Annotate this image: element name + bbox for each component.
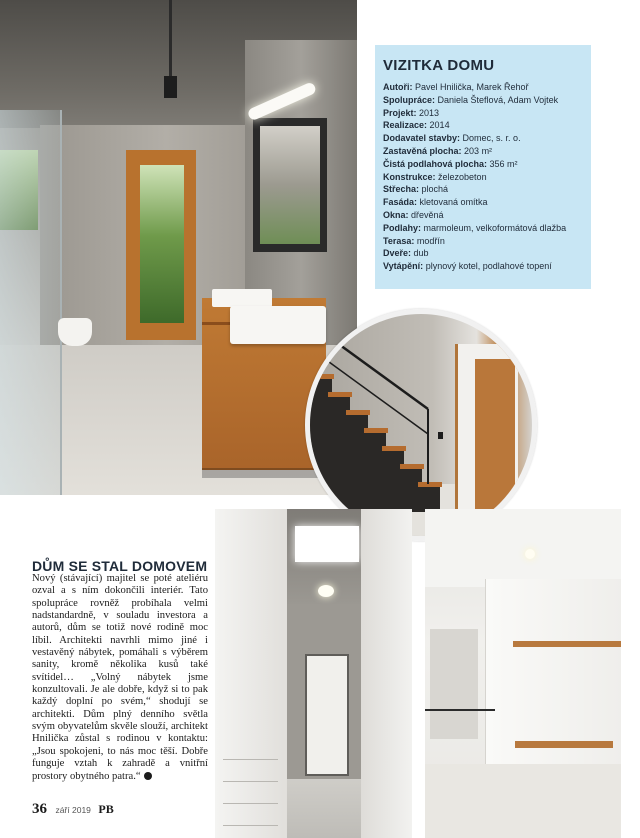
built-in-wardrobe-left bbox=[215, 509, 287, 838]
wooden-shoe-bench bbox=[515, 741, 613, 748]
info-value: 2014 bbox=[429, 120, 450, 131]
info-box-rows bbox=[383, 81, 589, 273]
info-label: Okna: bbox=[383, 209, 409, 220]
staircase-wall bbox=[430, 629, 478, 739]
drawer-line bbox=[223, 781, 278, 782]
info-label: Zastavěná plocha: bbox=[383, 145, 462, 156]
wall-hung-toilet bbox=[58, 318, 92, 346]
mirror-door bbox=[305, 654, 349, 776]
article-heading: DŮM SE STAL DOMOVEM bbox=[32, 558, 208, 574]
info-label: Projekt: bbox=[383, 107, 417, 118]
drawer-line bbox=[223, 803, 278, 804]
hallway-floor bbox=[425, 764, 621, 838]
info-row bbox=[383, 107, 589, 120]
info-row bbox=[383, 196, 589, 209]
drawer-line bbox=[223, 759, 278, 760]
info-label: Spolupráce: bbox=[383, 94, 436, 105]
info-value: dub bbox=[413, 248, 429, 259]
recessed-light bbox=[525, 549, 535, 559]
info-value: plynový kotel, podlahové topení bbox=[425, 261, 552, 272]
issue-date: září 2019 bbox=[55, 805, 91, 815]
magazine-brand: PB bbox=[98, 802, 114, 816]
info-value: dřevěná bbox=[411, 209, 444, 220]
info-label: Dodavatel stavby: bbox=[383, 133, 461, 144]
end-bullet-icon bbox=[144, 772, 152, 780]
info-row bbox=[383, 132, 589, 145]
info-value: modřín bbox=[416, 235, 445, 246]
info-value: železobeton bbox=[438, 171, 487, 182]
info-label: Vytápění: bbox=[383, 261, 424, 272]
article-body bbox=[32, 573, 208, 783]
info-row bbox=[383, 81, 589, 94]
page-number: 36 bbox=[32, 801, 47, 817]
info-label: Dveře: bbox=[383, 248, 412, 259]
drawer-line bbox=[223, 825, 278, 826]
wooden-coat-shelf bbox=[513, 641, 621, 647]
vanity-shadow bbox=[202, 468, 326, 478]
info-row bbox=[383, 260, 589, 273]
info-row bbox=[383, 247, 589, 260]
info-row bbox=[383, 222, 589, 235]
info-value: marmoleum, velkoformátová dlažba bbox=[423, 222, 567, 233]
hallway-wardrobe-photo bbox=[425, 509, 621, 838]
built-in-wardrobe-right bbox=[361, 509, 412, 838]
info-row bbox=[383, 94, 589, 107]
ceiling-light bbox=[318, 585, 334, 597]
info-value: kletovaná omítka bbox=[419, 197, 488, 208]
pendant-light bbox=[164, 76, 177, 98]
article-text: Nový (stávající) majitel se poté ateliéru ozval a s ním dokončili interiér. Tato spolupráce rovněž probíhala velmi nadstandardně, v souladu investora a autorů, dům se totiž nové rodině moc líbil. Architekti navrhli mimo jiné i vestavěný nábytek, pomáhali s výběrem sanity, kromě několika kusů také svítidel… „Volný nábytek jsme konzultovali. Je ale dobře, když si to pak každý doplní po svém,“ shodují se architekti. Dům plný denního světla svým obyvatelům skvěle slouží, architekt Hnilička zůstal s rodinou v kontaktu: „Jsou spokojeni, to nás moc těší. Dobře funguje vztah k zahradě a vnitřní prostory obytného patra.“ bbox=[32, 573, 208, 782]
door-glass-garden-view bbox=[140, 165, 184, 323]
info-label: Střecha: bbox=[383, 184, 420, 195]
info-value: Domec, s. r. o. bbox=[462, 133, 521, 144]
info-row bbox=[383, 145, 589, 158]
stair-railing bbox=[425, 709, 495, 711]
steel-staircase-graphic bbox=[310, 314, 532, 536]
info-value: Pavel Hnilička, Marek Řehoř bbox=[415, 82, 529, 92]
skylight bbox=[295, 526, 359, 562]
info-label: Autoři: bbox=[383, 82, 413, 92]
glass-shower-enclosure bbox=[0, 110, 62, 495]
info-value: plochá bbox=[421, 184, 449, 195]
info-row bbox=[383, 183, 589, 196]
page-footer bbox=[32, 800, 114, 816]
info-label: Realizace: bbox=[383, 120, 428, 131]
info-label: Konstrukce: bbox=[383, 171, 436, 182]
info-value: Daniela Šteflová, Adam Vojtek bbox=[437, 94, 559, 105]
info-row bbox=[383, 171, 589, 184]
info-label: Podlahy: bbox=[383, 222, 422, 233]
mirror-reflection bbox=[260, 126, 320, 244]
info-value: 203 m² bbox=[464, 145, 493, 156]
info-value: 356 m² bbox=[489, 158, 518, 169]
info-row bbox=[383, 158, 589, 171]
pendant-light-cable bbox=[169, 0, 172, 78]
info-box-title: VIZITKA DOMU bbox=[383, 57, 495, 74]
info-label: Čistá podlahová plocha: bbox=[383, 158, 488, 169]
info-label: Fasáda: bbox=[383, 197, 418, 208]
house-info-box bbox=[375, 45, 591, 289]
wardrobe-corridor-photo bbox=[215, 509, 412, 838]
bathroom-photo bbox=[0, 0, 357, 495]
info-row bbox=[383, 119, 589, 132]
washbasin-back bbox=[212, 289, 272, 307]
white-ceiling bbox=[425, 509, 621, 587]
info-value: 2013 bbox=[419, 107, 440, 118]
info-label: Terasa: bbox=[383, 235, 415, 246]
staircase-circle-photo bbox=[305, 309, 537, 541]
info-row bbox=[383, 235, 589, 248]
info-row bbox=[383, 209, 589, 222]
